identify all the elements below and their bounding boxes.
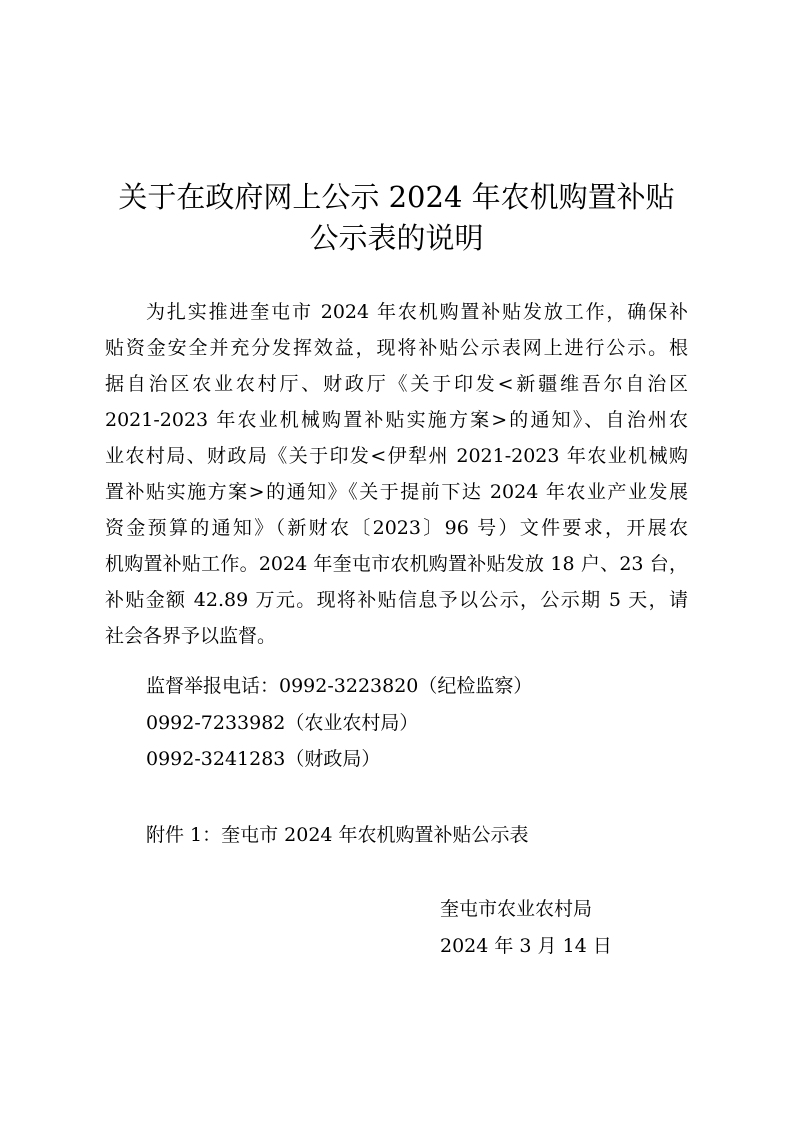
body-line-3: 据自治区农业农村厅、财政厅《关于印发<新疆维吾尔自治区 [105, 373, 688, 395]
signature-organization: 奎屯市农业农村局 [440, 898, 593, 920]
body-line-4: 2021-2023 年农业机械购置补贴实施方案>的通知》、自治州农 [105, 409, 688, 431]
body-line-10: 社会各界予以监督。 [105, 625, 277, 647]
body-line-2: 贴资金安全并充分发挥效益，现将补贴公示表网上进行公示。根 [105, 337, 688, 359]
body-line-7: 资金预算的通知》（新财农〔2023〕96 号）文件要求，开展农 [105, 517, 688, 539]
document-title-line-1: 关于在政府网上公示 2024 年农机购置补贴 [118, 180, 675, 214]
body-line-8: 机购置补贴工作。2024 年奎屯市农机购置补贴发放 18 户、23 台， [105, 553, 688, 575]
document-title-line-2: 公示表的说明 [309, 221, 484, 255]
body-line-1: 为扎实推进奎屯市 2024 年农机购置补贴发放工作，确保补 [146, 301, 688, 323]
attachment-note: 附件 1：奎屯市 2024 年农机购置补贴公示表 [146, 824, 529, 846]
body-line-9: 补贴金额 42.89 万元。现将补贴信息予以公示，公示期 5 天，请 [105, 589, 688, 611]
signature-date: 2024 年 3 月 14 日 [440, 935, 612, 957]
contact-line-finance: 0992-3241283（财政局） [146, 748, 381, 770]
contact-line-agriculture: 0992-7233982（农业农村局） [146, 712, 419, 734]
body-line-6: 置补贴实施方案>的通知》《关于提前下达 2024 年农业产业发展 [105, 481, 688, 503]
body-line-5: 业农村局、财政局《关于印发<伊犁州 2021-2023 年农业机械购 [105, 445, 688, 467]
contact-line-discipline: 监督举报电话：0992-3223820（纪检监察） [146, 675, 533, 697]
